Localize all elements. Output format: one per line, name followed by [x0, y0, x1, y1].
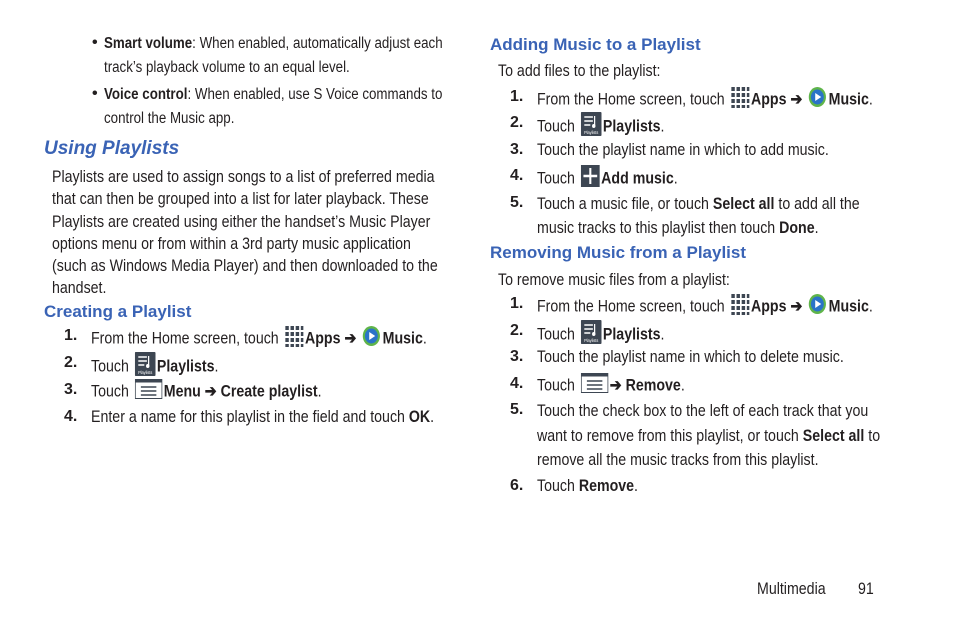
music-app-icon — [808, 293, 827, 321]
bullet-dot: • — [92, 34, 98, 51]
step-number: 3. — [510, 348, 524, 365]
music-app-icon — [808, 86, 827, 114]
removing-step-2: Touch Playlists Playlists. — [537, 320, 685, 350]
adding-intro: To add files to the playlist: — [498, 62, 661, 80]
removing-step-5: Touch the check box to the left of each track that you want to remove from this playlist, or touch Select all to remove all the music tracks from this playlist. — [537, 402, 881, 469]
apps-grid-icon — [730, 86, 749, 114]
removing-intro: To remove music files from a playlist: — [498, 271, 730, 289]
heading-removing-music: Removing Music from a Playlist — [490, 243, 747, 262]
heading-using-playlists: Using Playlists — [44, 138, 180, 159]
adding-step-4: Touch Add music. — [537, 165, 701, 193]
creating-step-4: Enter a name for this playlist in the field and touch OK. — [91, 408, 435, 426]
creating-step-2: Touch Playlists Playlists. — [91, 352, 239, 382]
music-app-icon — [362, 325, 381, 353]
step-number: 2. — [510, 114, 524, 131]
step-number: 5. — [510, 401, 524, 418]
adding-step-3: Touch the playlist name in which to add music. — [537, 141, 829, 159]
playlists-icon — [581, 112, 602, 142]
step-number: 3. — [64, 381, 78, 398]
adding-step-1: From the Home screen, touch Apps ➔ Music. — [537, 86, 927, 114]
step-number: 2. — [64, 354, 78, 371]
svg-text:Playlists: Playlists — [137, 369, 152, 376]
creating-step-1: From the Home screen, touch Apps ➔ Music. — [91, 325, 481, 353]
adding-step-2: Touch Playlists Playlists. — [537, 112, 685, 142]
svg-text:Playlists: Playlists — [583, 337, 598, 344]
footer-section: Multimedia — [757, 580, 826, 598]
bullet-smart-volume: Smart volume: When enabled, automatically adjust each track’s playback volume to an equal level. — [104, 35, 443, 76]
step-number: 5. — [510, 194, 524, 211]
removing-step-4: Touch ➔ Remove. — [537, 373, 709, 399]
step-number: 4. — [510, 375, 524, 392]
step-number: 2. — [510, 322, 524, 339]
step-number: 1. — [510, 88, 524, 105]
step-number: 3. — [510, 141, 524, 158]
apps-grid-icon — [284, 325, 303, 353]
adding-step-5: Touch a music file, or touch Select all to add all the music tracks to this playlist then touch Done. — [537, 195, 860, 237]
menu-icon — [135, 379, 163, 405]
heading-creating-playlist: Creating a Playlist — [44, 302, 192, 321]
using-playlists-paragraph: Playlists are used to assign songs to a list of preferred media that can then be grouped into a list for later playback. These Playlists are created using either the handset’s Music Player options menu or from within a 3rd party music application (such as Windows Media Player) and then downloaded to the handset. — [52, 168, 438, 298]
add-icon — [581, 165, 600, 193]
page-number: 91 — [858, 580, 874, 598]
step-number: 4. — [510, 167, 524, 184]
removing-step-3: Touch the playlist name in which to delete music. — [537, 348, 844, 366]
bullet-voice-control: Voice control: When enabled, use S Voice commands to control the Music app. — [104, 86, 443, 127]
removing-step-1: From the Home screen, touch Apps ➔ Music. — [537, 293, 927, 321]
removing-step-6: Touch Remove. — [537, 477, 638, 495]
playlists-icon — [135, 352, 156, 382]
menu-icon — [581, 373, 609, 399]
step-number: 6. — [510, 477, 524, 494]
svg-text:Playlists: Playlists — [583, 129, 598, 136]
step-number: 1. — [64, 327, 78, 344]
heading-adding-music: Adding Music to a Playlist — [490, 35, 701, 54]
step-number: 4. — [64, 408, 78, 425]
creating-step-3: Touch Menu ➔ Create playlist. — [91, 379, 359, 405]
step-number: 1. — [510, 295, 524, 312]
apps-grid-icon — [730, 293, 749, 321]
bullet-dot: • — [92, 85, 98, 102]
